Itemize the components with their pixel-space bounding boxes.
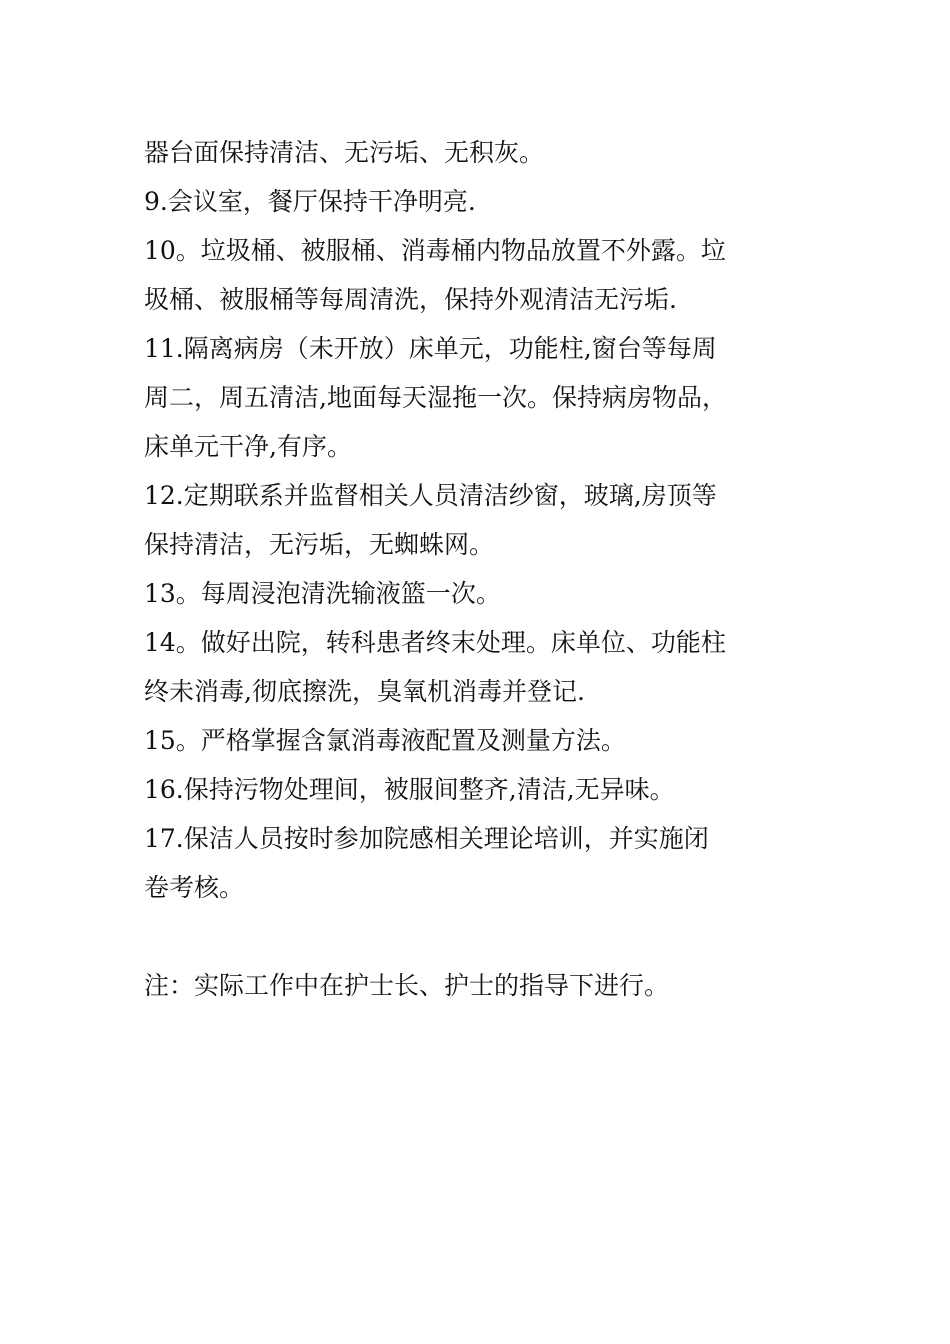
text-line: 卷考核。	[144, 873, 245, 902]
text-line: 终未消毒,彻底擦洗，臭氧机消毒并登记.	[144, 677, 585, 706]
paragraph-gap	[144, 912, 824, 961]
text-line: 床单元干净,有序。	[144, 432, 352, 461]
item-12-line: 12.定期联系并监督相关人员清洁纱窗，玻璃,房顶等	[144, 481, 717, 510]
item-15-line: 15。严格掌握含氯消毒液配置及测量方法。	[144, 726, 626, 755]
item-17-line: 17.保洁人员按时参加院感相关理论培训，并实施闭	[144, 824, 709, 853]
item-11-line: 11.隔离病房（未开放）床单元，功能柱,窗台等每周	[144, 334, 717, 363]
document-body	[144, 128, 824, 1010]
text-line: 圾桶、被服桶等每周清洗，保持外观清洁无污垢.	[144, 285, 677, 314]
item-16-line: 16.保持污物处理间，被服间整齐,清洁,无异味。	[144, 775, 675, 804]
item-9-line: 9.会议室，餐厅保持干净明亮.	[144, 187, 476, 216]
note-line: 注：实际工作中在护士长、护士的指导下进行。	[144, 971, 670, 1000]
item-13-line: 13。每周浸泡清洗输液篮一次。	[144, 579, 501, 608]
text-line: 器台面保持清洁、无污垢、无积灰。	[144, 138, 545, 167]
item-14-line: 14。做好出院，转科患者终末处理。床单位、功能柱	[144, 628, 726, 657]
text-line: 周二，周五清洁,地面每天湿拖一次。保持病房物品，	[144, 383, 727, 412]
item-10-line: 10。垃圾桶、被服桶、消毒桶内物品放置不外露。垃	[144, 236, 726, 265]
text-line: 保持清洁，无污垢，无蜘蛛网。	[144, 530, 495, 559]
